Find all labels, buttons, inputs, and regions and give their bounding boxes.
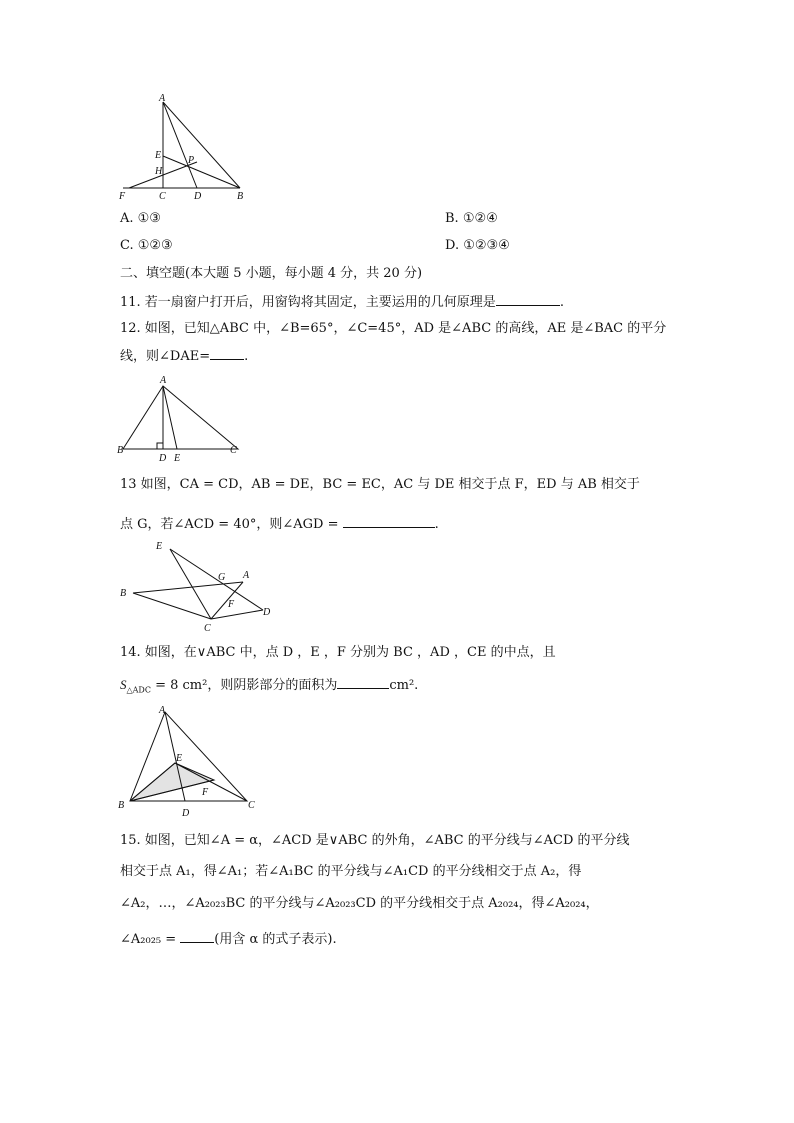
q15-line1: 15. 如图，已知∠A = α，∠ACD 是∨ABC 的外角，∠ABC 的平分线与∠ACD 的平分线 bbox=[120, 833, 630, 848]
answer-blank[interactable] bbox=[343, 515, 435, 528]
q14-sub: △ADC bbox=[126, 685, 151, 695]
label-B: B bbox=[117, 445, 124, 456]
label-D: D bbox=[159, 453, 167, 464]
label-C: C bbox=[230, 445, 237, 456]
label-F: F bbox=[119, 191, 126, 202]
label-E: E bbox=[156, 541, 163, 552]
question-11 bbox=[120, 293, 564, 311]
option-a: A. ①③ bbox=[120, 211, 161, 226]
option-c: C. ①②③ bbox=[120, 238, 173, 253]
q15-text: ∠A₂₀₂₅ = bbox=[120, 932, 177, 947]
label-A: A bbox=[243, 570, 250, 581]
q12-text: 线，则∠DAE= bbox=[120, 349, 211, 364]
q15-line2: 相交于点 A₁，得∠A₁；若∠A₁BC 的平分线与∠A₁CD 的平分线相交于点 A₂，得 bbox=[120, 864, 582, 879]
q13-line1: 13 如图，CA = CD，AB = DE，BC = EC，AC 与 DE 相交于点 F，ED 与 AB 相交于 bbox=[120, 477, 640, 492]
q13-end: . bbox=[434, 517, 439, 532]
label-B: B bbox=[237, 191, 244, 202]
q12-line1: 12. 如图，已知△ABC 中，∠B=65°，∠C=45°，AD 是∠ABC 的高线，AE 是∠BAC 的平分 bbox=[120, 321, 667, 336]
q14-unit: cm². bbox=[389, 678, 419, 693]
q13-text: 点 G，若∠ACD = 40°，则∠AGD = bbox=[120, 517, 339, 532]
label-A: A bbox=[160, 375, 167, 386]
q12-line2 bbox=[120, 347, 248, 365]
q15-end: (用含 α 的式子表示). bbox=[214, 932, 337, 947]
q13-line2 bbox=[120, 515, 439, 533]
q14-text: = 8 cm²，则阴影部分的面积为 bbox=[150, 678, 338, 693]
label-C: C bbox=[204, 623, 211, 634]
answer-blank[interactable] bbox=[496, 293, 560, 306]
label-P: P bbox=[188, 155, 195, 166]
q11-end: . bbox=[559, 295, 564, 310]
label-H: H bbox=[155, 166, 163, 177]
label-D: D bbox=[263, 607, 271, 618]
label-F: F bbox=[228, 599, 235, 610]
label-D: D bbox=[194, 191, 202, 202]
answer-blank[interactable] bbox=[210, 347, 244, 360]
q14-s: S bbox=[120, 677, 127, 692]
q15-line3: ∠A₂，…，∠A₂₀₂₃BC 的平分线与∠A₂₀₂₃CD 的平分线相交于点 A₂₀₂₄，得∠A₂₀₂₄， bbox=[120, 896, 599, 911]
label-E: E bbox=[176, 753, 183, 764]
label-C: C bbox=[248, 800, 255, 811]
q15-line4 bbox=[120, 930, 337, 948]
option-d: D. ①②③④ bbox=[445, 238, 510, 253]
label-B: B bbox=[120, 588, 127, 599]
label-G: G bbox=[218, 572, 226, 583]
option-b: B. ①②④ bbox=[445, 211, 498, 226]
answer-blank[interactable] bbox=[337, 676, 389, 689]
q14-line2 bbox=[120, 676, 418, 699]
label-A: A bbox=[159, 93, 166, 104]
answer-blank[interactable] bbox=[180, 930, 214, 943]
label-E: E bbox=[174, 453, 181, 464]
label-E: E bbox=[155, 150, 162, 161]
label-F: F bbox=[202, 787, 209, 798]
figure-q10 bbox=[115, 92, 255, 204]
figure-q12 bbox=[115, 372, 245, 464]
figure-q13 bbox=[115, 537, 280, 637]
q14-line1: 14. 如图，在∨ABC 中，点 D ，E ，F 分别为 BC ，AD ，CE 的中点，且 bbox=[120, 645, 556, 660]
label-B: B bbox=[118, 800, 125, 811]
q12-end: . bbox=[244, 349, 249, 364]
label-D: D bbox=[182, 808, 190, 819]
q11-text: 11. 若一扇窗户打开后，用窗钩将其固定，主要运用的几何原理是 bbox=[120, 295, 496, 310]
figure-q14 bbox=[115, 700, 265, 822]
label-C: C bbox=[159, 191, 166, 202]
section-title: 二、填空题(本大题 5 小题，每小题 4 分，共 20 分) bbox=[120, 266, 423, 281]
label-A: A bbox=[159, 705, 166, 716]
